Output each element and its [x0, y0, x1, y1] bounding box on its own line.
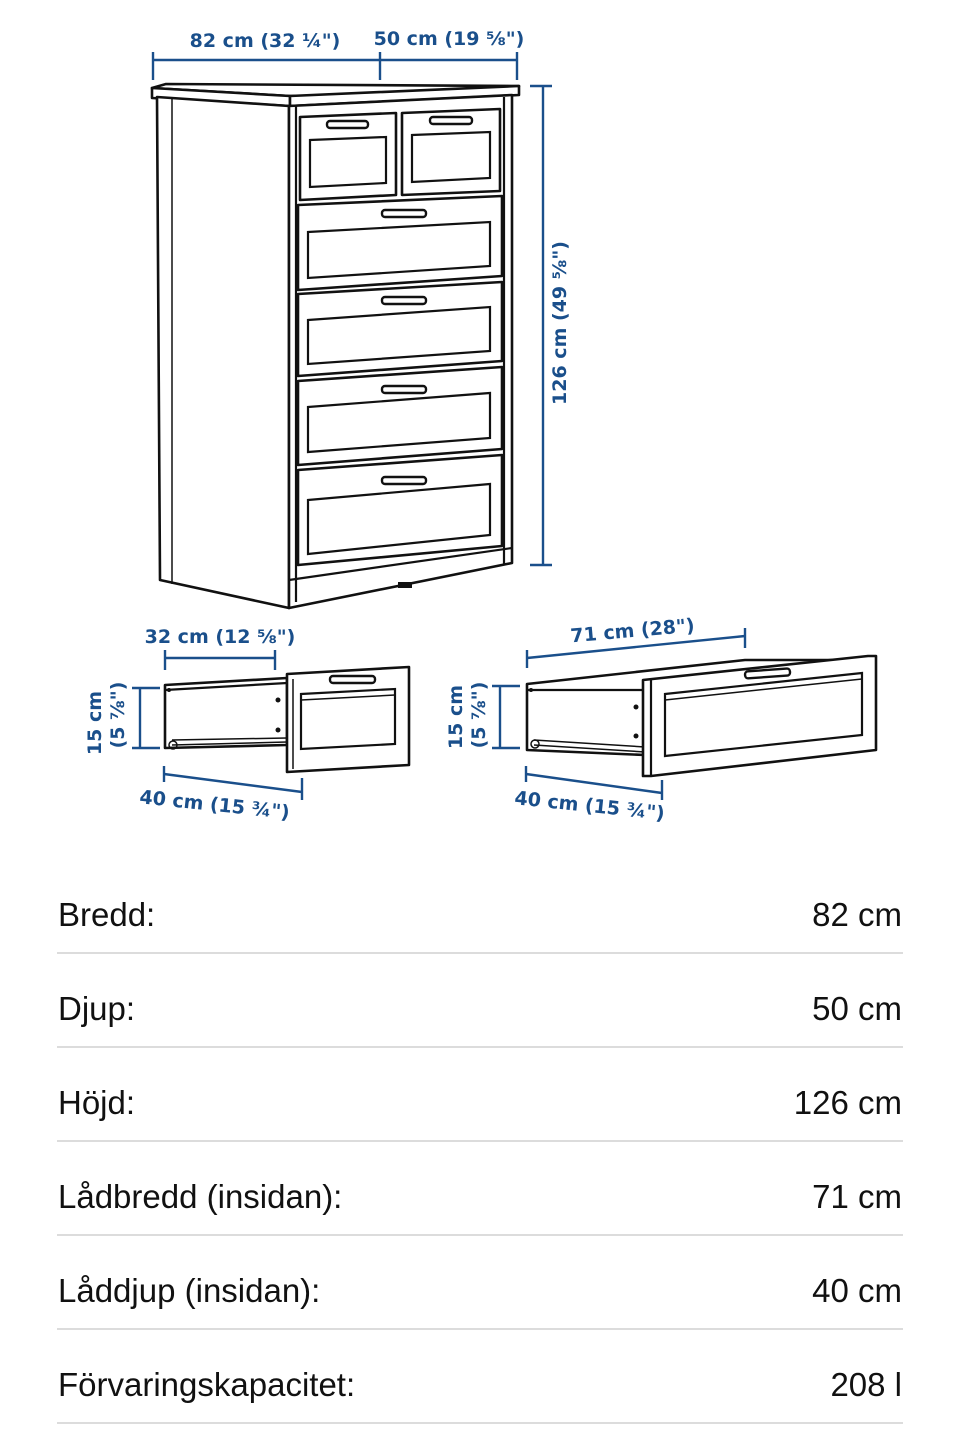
spec-label: Lådbredd (insidan):	[58, 1178, 343, 1215]
spec-row-height	[57, 1048, 903, 1142]
cabinet-height-dimension	[530, 86, 571, 565]
large-drawer-height-in: (5 ⅞")	[468, 681, 490, 749]
spec-row-width	[57, 860, 903, 954]
drawer-5	[298, 455, 502, 565]
dimension-spec-list	[57, 860, 903, 1424]
spec-label: Höjd:	[58, 1084, 136, 1121]
spec-value: 208 l	[830, 1366, 902, 1403]
small-drawer-height-in: (5 ⅞")	[107, 681, 129, 749]
drawer-2	[298, 196, 502, 290]
spec-row-depth	[57, 954, 903, 1048]
large-drawer-height-cm: 15 cm	[445, 684, 467, 750]
spec-row-storage-capacity	[57, 1330, 903, 1424]
spec-value: 126 cm	[793, 1084, 902, 1121]
small-drawer-width-label: 32 cm (12 ⅝")	[144, 626, 296, 648]
cabinet-depth-dimension	[374, 28, 525, 80]
small-drawer-width-dimension	[145, 626, 296, 670]
spec-value: 40 cm	[812, 1272, 902, 1309]
small-drawer-depth-dimension	[139, 766, 302, 824]
top-right-drawer	[402, 109, 500, 195]
small-drawer-depth-label: 40 cm (15 ¾")	[138, 786, 291, 824]
cabinet-width-dimension	[153, 30, 380, 80]
spec-label: Bredd:	[58, 896, 156, 933]
small-drawer-drawing	[165, 667, 409, 772]
spec-label: Förvaringskapacitet:	[58, 1366, 356, 1403]
spec-row-drawer-depth	[57, 1236, 903, 1330]
spec-value: 50 cm	[812, 990, 902, 1027]
spec-label: Djup:	[58, 990, 136, 1027]
cabinet-height-label: 126 cm (49 ⅝")	[549, 241, 571, 405]
small-drawer-height-cm: 15 cm	[84, 690, 106, 756]
chest-of-drawers-drawing	[152, 84, 519, 608]
large-drawer-height-dimension	[445, 682, 520, 749]
drawer-3	[298, 282, 502, 376]
spec-value: 71 cm	[812, 1178, 902, 1215]
cabinet-width-label: 82 cm (32 ¼")	[189, 30, 341, 52]
top-left-drawer	[300, 113, 396, 200]
large-drawer-width-label: 71 cm (28")	[569, 614, 696, 648]
small-drawer-height-dimension	[84, 682, 160, 755]
spec-row-drawer-width	[57, 1142, 903, 1236]
spec-label: Låddjup (insidan):	[58, 1272, 321, 1309]
cabinet-depth-label: 50 cm (19 ⅝")	[373, 28, 525, 50]
drawer-4	[298, 367, 502, 465]
large-drawer-drawing	[527, 656, 876, 776]
large-drawer-depth-label: 40 cm (15 ¾")	[513, 787, 666, 825]
spec-value: 82 cm	[812, 896, 902, 933]
large-drawer-width-dimension	[527, 615, 745, 668]
